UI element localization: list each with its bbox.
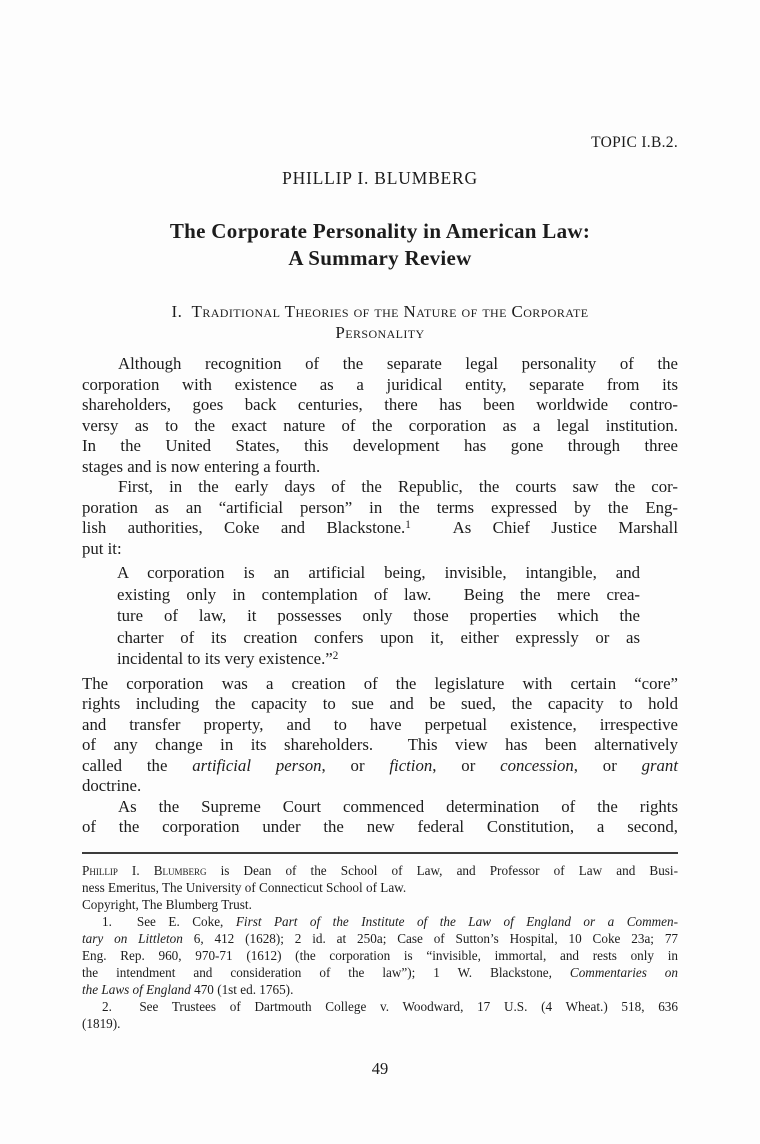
paragraph-1 [82,354,678,477]
italic-run: fiction [389,755,433,775]
article-title [82,218,678,272]
italic-run: Commentaries on [569,964,678,980]
text-line: A corporation is an artificial being, invisible, intangible, and [117,563,640,582]
author-byline: PHILLIP I. BLUMBERG [282,168,478,188]
article-title-line-1: The Corporate Personality in American Law: [169,219,591,243]
italic-run: artificial person [192,755,322,775]
text-line: ture of law, it possesses only those properties which the [117,606,640,625]
block-quote [82,562,678,670]
section-heading [82,302,678,343]
paragraph-4 [82,797,678,838]
text-line: Eng. Rep. 960, 970-71 (1612) (the corporation is “invisible, immortal, and rests only in [82,947,678,963]
text-line: put it: [82,538,122,558]
paragraph-3 [82,674,678,797]
italic-run: grant [641,755,678,775]
text-line: the intendment and consideration of the law”); 1 W. Blackstone, Commentaries on [82,964,678,980]
text-line: of any change in its shareholders. This view has been alternatively [82,735,678,754]
footnote-author-note [82,862,678,896]
text-line: the Laws of England 470 (1st ed. 1765). [82,981,294,997]
text-line: existing only in contemplation of law. Being the mere crea- [117,584,640,604]
footnotes [82,862,678,1032]
text-line: incidental to its very existence.”$^2$ [117,649,339,668]
text-line: corporation with existence as a juridical entity, separate from its [82,374,678,394]
text-line: In the United States, this development has gone through three [82,436,678,455]
footnote-2 [82,998,678,1032]
text-line: called the artificial person, or fiction, or concession, or grant [82,755,678,775]
text-line: charter of its creation confers upon it, either expressly or as [117,627,640,647]
article-body [82,354,678,838]
text-line: (1819). [82,1015,121,1031]
footnote-1 [82,913,678,998]
text-line: tary on Littleton 6, 412 (1628); 2 id. at 250a; Case of Sutton’s Hospital, 10 Coke 23a; 77 [82,930,679,946]
text-line: shareholders, goes back centuries, there has been worldwide contro- [82,395,678,414]
text-line: First, in the early days of the Republic, the courts saw the cor- [118,477,678,496]
section-heading-line-1: I. Traditional Theories of the Nature of the Corporate [171,302,589,321]
text-line: rights including the capacity to sue and be sued, the capacity to hold [82,694,678,713]
italic-run: First Part of the Institute of the Law of England or a Commen- [235,913,678,929]
text-line: 2. See Trustees of Dartmouth College v. Woodward, 17 U.S. (4 Wheat.) 518, 636 [102,998,678,1014]
article-title-line-2: A Summary Review [288,246,472,270]
italic-run: tary on Littleton [82,930,183,946]
text-line: stages and is now entering a fourth. [82,456,321,476]
footnote-separator-rule [82,852,678,854]
paragraph-2 [82,477,678,559]
italic-run: the Laws of England [82,981,191,997]
text-line: ness Emeritus, The University of Connecticut School of Law. [82,879,407,895]
text-line: versy as to the exact nature of the corporation as a legal institution. [82,415,678,435]
text-line: Phillip I. Blumberg is Dean of the School of Law, and Professor of Law and Busi- [82,862,678,878]
footnote-reference: 2 [332,650,339,663]
text-line: of the corporation under the new federal Constitution, a second, [82,817,678,836]
text-line: lish authorities, Coke and Blackstone.$^1$ As Chief Justice Marshall [82,518,678,537]
text-line: As the Supreme Court commenced determination of the rights [118,796,678,816]
text-line: doctrine. [82,776,142,795]
text-line: Copyright, The Blumberg Trust. [82,896,252,912]
italic-run: concession [500,755,574,775]
text-line: Although recognition of the separate legal personality of the [118,354,678,373]
footnote-reference: 1 [405,519,411,532]
text-line: poration as an “artificial person” in the terms expressed by the Eng- [82,497,678,517]
footnote-copyright [82,896,678,913]
text-line: and transfer property, and to have perpetual existence, irrespective [82,714,678,734]
topic-label: TOPIC I.B.2. [591,134,678,151]
page-number: 49 [371,1058,389,1078]
text-line: 1. See E. Coke, First Part of the Institute of the Law of England or a Commen- [102,913,678,929]
text-line: The corporation was a creation of the legislature with certain “core” [82,673,678,693]
small-caps-run: Phillip I. Blumberg [82,862,207,878]
section-heading-line-2: Personality [335,322,425,342]
